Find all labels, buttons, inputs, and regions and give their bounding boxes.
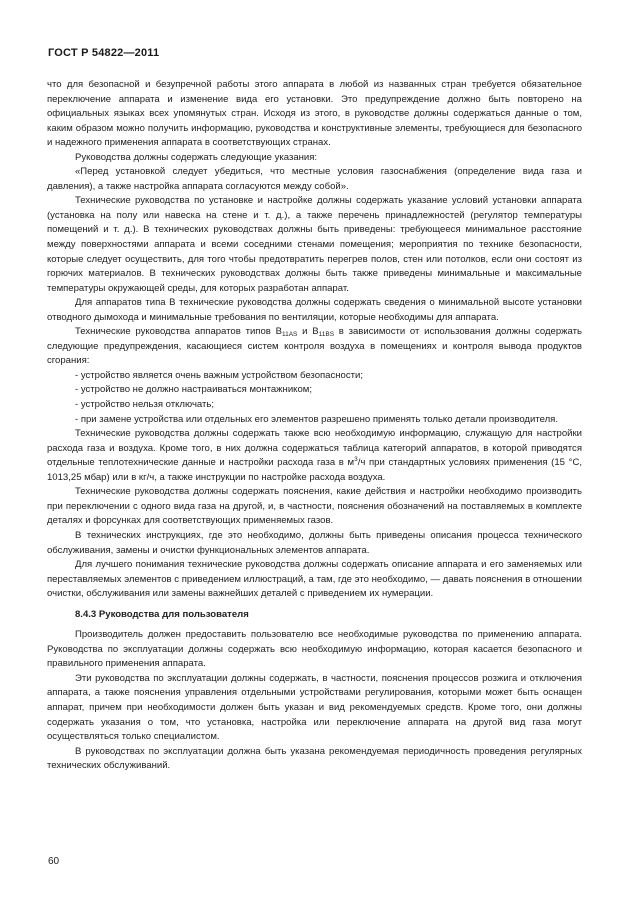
superscript: 3 [354, 456, 358, 464]
paragraph: В технических инструкциях, где это необходимо, должны быть приведены описания процесса технического обслуживания, замены и очистки функциональных элементов аппарата. [47, 529, 582, 556]
page-number: 60 [48, 856, 60, 867]
list-item: - устройство является очень важным устройством безопасности; [75, 369, 363, 381]
paragraph: Для аппаратов типа В технические руководства должны содержать сведения о минимальной высоте установки отводного дымохода и минимальные требования по вентиляции, которые необходимы для аппарата. [47, 297, 582, 323]
paragraph [47, 427, 582, 485]
paragraph: Технические руководства должны содержать пояснения, какие действия и настройки необходимо производить при переключении с одного вида газа на другой, и, в частности, пояснения обозначений на поставляемых в комплекте деталях и форсунках для соответствующих применяемых газов. [47, 486, 582, 527]
section-heading: 8.4.3 Руководства для пользователя [75, 608, 249, 620]
list-item: - устройство не должно настраиваться монтажником; [75, 384, 312, 396]
paragraph: Производитель должен предоставить пользователю все необходимые руководства по применению аппарата. Руководства по эксплуатации должны содержать всю необходимую информацию, которая касается безопасного и правильного применения аппарата. [47, 629, 582, 670]
paragraph: что для безопасной и безупречной работы этого аппарата в любой из названных стран требуется обязательное переключение аппарата и изменение вида его установки. Это предупреждение должно быть повторено на официальных языках всех упомянутых стран. Исходя из этого, в руководстве должны содержаться данные о том, каким образом можно получить информацию, руководства и конструктивные элементы, требующиеся для безопасного и надежного применения аппарата в соответствующих странах. [47, 79, 582, 149]
paragraph: Для лучшего понимания технические руководства должны содержать описание аппарата и его заменяемых или переставляемых элементов с приведением иллюстраций, а там, где это необходимо, — давать пояснения в отношении очистки, обслуживания или замены важнейших деталей с приведением их нумерации. [47, 559, 582, 600]
paragraph-text: /ч при стандартных условиях применения (15 °С, 1013,25 мбар) или в кг/ч, а также инструкции по настройке расхода воздуха. [47, 457, 582, 483]
paragraph: Руководства должны содержать следующие указания: [75, 151, 318, 163]
paragraph: «Перед установкой следует убедиться, что местные условия газоснабжения (определение вида газа и давления), а также настройка аппарата согласуются между собой». [47, 166, 582, 192]
subscript: 11AS [281, 331, 298, 339]
paragraph: Эти руководства по эксплуатации должны содержать, в частности, пояснения процессов розжига и отключения аппарата, а также пояснения управления отдельными устройствами регулирования, которыми может быть оснащен аппарат, причем при необходимости должен быть указан и вид рекомендуемых средств. Кроме того, они должны содержать указания о том, что установка, настройка или переключение аппарата на другой вид газа могут осуществляться только специалистом. [47, 672, 582, 743]
paragraph-text: в зависимости от использования должны содержать следующие предупреждения, касающиеся систем контроля воздуха в помещениях и контроля вывода продуктов сгорания: [47, 326, 582, 367]
paragraph-text: Технические руководства аппаратов типов В [75, 326, 282, 338]
paragraph: Технические руководства по установке и настройке должны содержать указание условий установки аппарата (установка на полу или навеска на стене и т. д.), а также перечень принадлежностей (регулятор температуры помещений и т. д.). В технических руководствах должны быть приведены: требующееся минимальное расстояние между поверхностями аппарата и всеми соседними стенами помещения; мероприятия по технике безопасности, которые следует осуществить, для того чтобы предотвратить перегрев полов, стен или потолков, если они состоят из горючих материалов. В технических руководствах должны быть также приведены минимальные и максимальные температуры окружающей среды, для которых разработан аппарат. [47, 195, 582, 294]
list-item: - при замене устройства или отдельных его элементов разрешено применять только детали производителя. [75, 413, 558, 425]
list-item: - устройство нельзя отключать; [75, 399, 215, 411]
paragraph [47, 325, 582, 369]
document-body [47, 78, 582, 774]
document-header: ГОСТ Р 54822—2011 [48, 47, 160, 59]
paragraph-text: и В [297, 326, 319, 338]
paragraph: В руководствах по эксплуатации должна быть указана рекомендуемая периодичность проведения регулярных технических обслуживаний. [47, 745, 582, 772]
subscript: 11BS [318, 331, 335, 339]
paragraph-text: Технические руководства должны содержать также всю необходимую информацию, служащую для настройки расхода газа и воздуха. Кроме того, в них должна содержаться таблица категорий аппаратов, в которой приводятся отдельные теплотехнические данные и настройки расхода газа в м [47, 428, 582, 469]
